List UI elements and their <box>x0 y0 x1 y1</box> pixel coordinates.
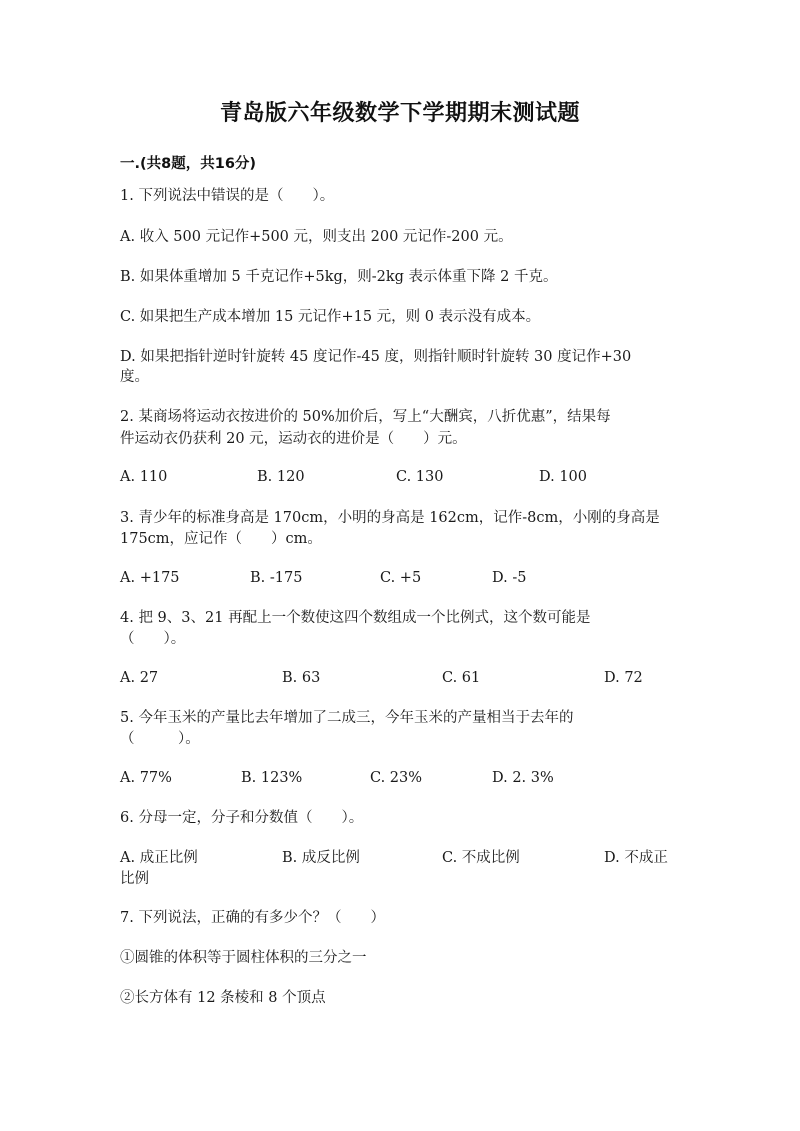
q6-option-a: A. 成正比例 <box>120 850 198 866</box>
q1-option-b: B. 如果体重增加 5 千克记作+5kg，则-2kg 表示体重下降 2 千克。 <box>120 269 558 285</box>
q2-option-c: C. 130 <box>396 469 444 485</box>
q4-option-a: A. 27 <box>120 670 159 686</box>
q5-options <box>120 767 680 789</box>
page-title: 青岛版六年级数学下学期期末测试题 <box>219 101 580 126</box>
q2-option-a: A. 110 <box>120 469 168 485</box>
q6-stem: 6. 分母一定，分子和分数值（ ）。 <box>120 810 364 826</box>
q5-option-b: B. 123% <box>241 770 303 786</box>
q5-option-c: C. 23% <box>370 770 423 786</box>
q6-option-b: B. 成反比例 <box>282 850 360 866</box>
q6-option-c: C. 不成比例 <box>442 850 520 866</box>
q1-option-d-line1: D. 如果把指针逆时针旋转 45 度记作-45 度，则指针顺时针旋转 30 度记作+30 <box>120 349 632 365</box>
q1-option-d-line2: 度。 <box>120 369 149 385</box>
q1-option-a: A. 收入 500 元记作+500 元，则支出 200 元记作-200 元。 <box>120 229 513 245</box>
q3-options <box>120 567 680 589</box>
q4-stem-line2: （ ）。 <box>120 631 186 647</box>
q2-option-b: B. 120 <box>257 469 305 485</box>
q4-options <box>120 667 680 689</box>
q7-statement-1: ①圆锥的体积等于圆柱体积的三分之一 <box>120 950 367 966</box>
q6-options <box>120 847 680 869</box>
q2-option-d: D. 100 <box>539 469 588 485</box>
q4-stem-line1: 4. 把 9、3、21 再配上一个数使这四个数组成一个比例式，这个数可能是 <box>120 610 591 626</box>
q6-option-d: D. 不成正 <box>604 850 668 866</box>
q2-stem-line1: 2. 某商场将运动衣按进价的 50%加价后，写上“大酬宾，八折优惠”，结果每 <box>120 409 611 425</box>
q3-stem-line1: 3. 青少年的标准身高是 170cm，小明的身高是 162cm，记作-8cm，小刚的身高是 <box>120 510 660 526</box>
q3-option-b: B. -175 <box>250 570 303 586</box>
q4-option-d: D. 72 <box>604 670 643 686</box>
q4-option-b: B. 63 <box>282 670 321 686</box>
q2-stem-line2: 件运动衣仍获利 20 元，运动衣的进价是（ ）元。 <box>120 431 467 447</box>
q5-stem-line2: （ ）。 <box>120 731 200 747</box>
q7-statement-2: ②长方体有 12 条棱和 8 个顶点 <box>120 990 326 1006</box>
q5-stem-line1: 5. 今年玉米的产量比去年增加了二成三，今年玉米的产量相当于去年的 <box>120 710 574 726</box>
q3-option-d: D. -5 <box>492 570 527 586</box>
q6-option-d-wrap: 比例 <box>120 871 149 887</box>
q3-option-c: C. +5 <box>380 570 422 586</box>
q2-options <box>120 466 680 488</box>
q4-option-c: C. 61 <box>442 670 481 686</box>
q7-stem: 7. 下列说法，正确的有多少个？（ ） <box>120 910 385 926</box>
q5-option-d: D. 2. 3% <box>492 770 554 786</box>
q1-option-c: C. 如果把生产成本增加 15 元记作+15 元，则 0 表示没有成本。 <box>120 309 541 325</box>
section-heading: 一.(共8题，共16分) <box>120 156 257 172</box>
q5-option-a: A. 77% <box>120 770 172 786</box>
q3-stem-line2: 175cm，应记作（ ）cm。 <box>120 531 322 547</box>
q3-option-a: A. +175 <box>120 570 180 586</box>
q1-stem: 1. 下列说法中错误的是（ ）。 <box>120 188 335 204</box>
